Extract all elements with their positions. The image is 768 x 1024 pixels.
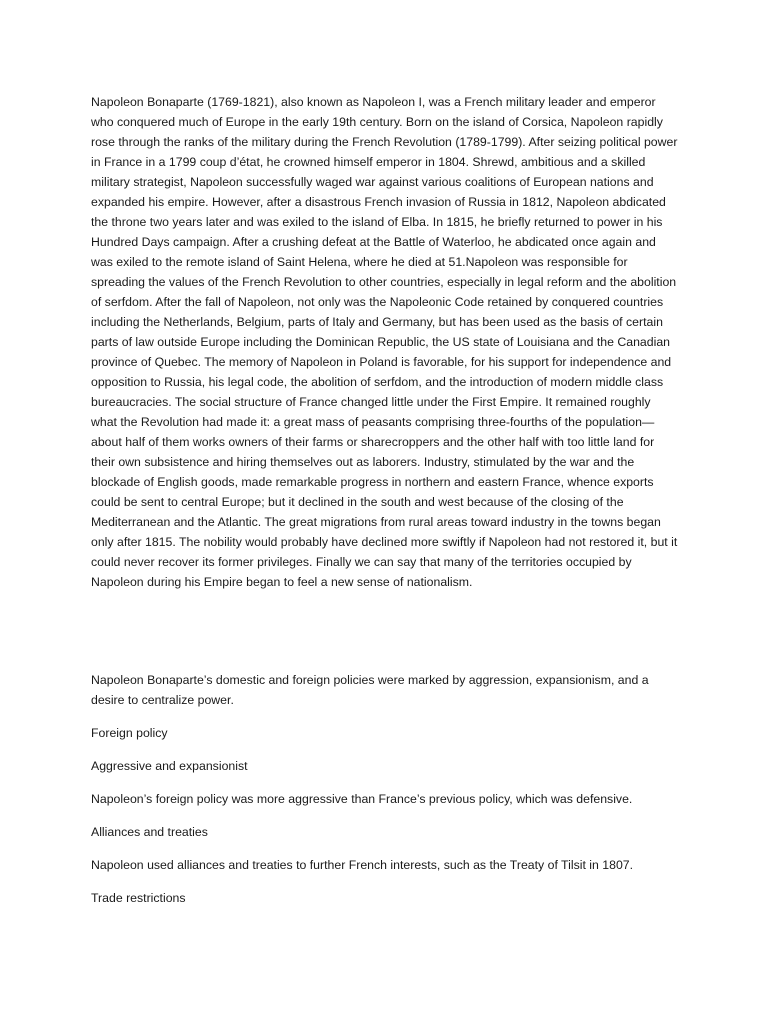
- trade-heading: Trade restrictions: [91, 891, 186, 905]
- policies-section: [91, 670, 679, 908]
- alliances-heading: Alliances and treaties: [91, 825, 208, 839]
- main-paragraph: Napoleon Bonaparte (1769-1821), also known as Napoleon I, was a French military leader and emperor who conquered much of Europe in the early 19th century. Born on the island of Corsica, Napoleon rapidly rose through the ranks of the military during the French Revolution (1789-1799). After seizing political power in France in a 1799 coup d’état, he crowned himself emperor in 1804. Shrewd, ambitious and a skilled military strategist, Napoleon successfully waged war against various coalitions of European nations and expanded his empire. However, after a disastrous French invasion of Russia in 1812, Napoleon abdicated the throne two years later and was exiled to the island of Elba. In 1815, he briefly returned to power in his Hundred Days campaign. After a crushing defeat at the Battle of Waterloo, he abdicated once again and was exiled to the remote island of Saint Helena, where he died at 51.Napoleon was responsible for spreading the values of the French Revolution to other countries, especially in legal reform and the abolition of serfdom. After the fall of Napoleon, not only was the Napoleonic Code retained by conquered countries including the Netherlands, Belgium, parts of Italy and Germany, but has been used as the basis of certain parts of law outside Europe including the Dominican Republic, the US state of Louisiana and the Canadian province of Quebec. The memory of Napoleon in Poland is favorable, for his support for independence and opposition to Russia, his legal code, the abolition of serfdom, and the introduction of modern middle class bureaucracies. The social structure of France changed little under the First Empire. It remained roughly what the Revolution had made it: a great mass of peasants comprising three-fourths of the population—about half of them works owners of their farms or sharecroppers and the other half with too little land for their own subsistence and hiring themselves out as laborers. Industry, stimulated by the war and the blockade of English goods, made remarkable progress in northern and eastern France, whence exports could be sent to central Europe; but it declined in the south and west because of the closing of the Mediterranean and the Atlantic. The great migrations from rural areas toward industry in the towns began only after 1815. The nobility would probably have declined more swiftly if Napoleon had not restored it, but it could never recover its former privileges. Finally we can say that many of the territories occupied by Napoleon during his Empire began to feel a new sense of nationalism.: [91, 95, 678, 589]
- aggressive-paragraph: Napoleon’s foreign policy was more aggressive than France’s previous policy, which was defensive.: [91, 792, 633, 806]
- intro-policies-paragraph: Napoleon Bonaparte’s domestic and foreign policies were marked by aggression, expansionism, and a desire to centralize power.: [91, 673, 649, 707]
- alliances-paragraph: Napoleon used alliances and treaties to further French interests, such as the Treaty of Tilsit in 1807.: [91, 858, 634, 872]
- document-content: [91, 92, 679, 921]
- foreign-policy-heading: Foreign policy: [91, 726, 168, 740]
- aggressive-heading: Aggressive and expansionist: [91, 759, 248, 773]
- paragraph-spacer: [91, 592, 679, 670]
